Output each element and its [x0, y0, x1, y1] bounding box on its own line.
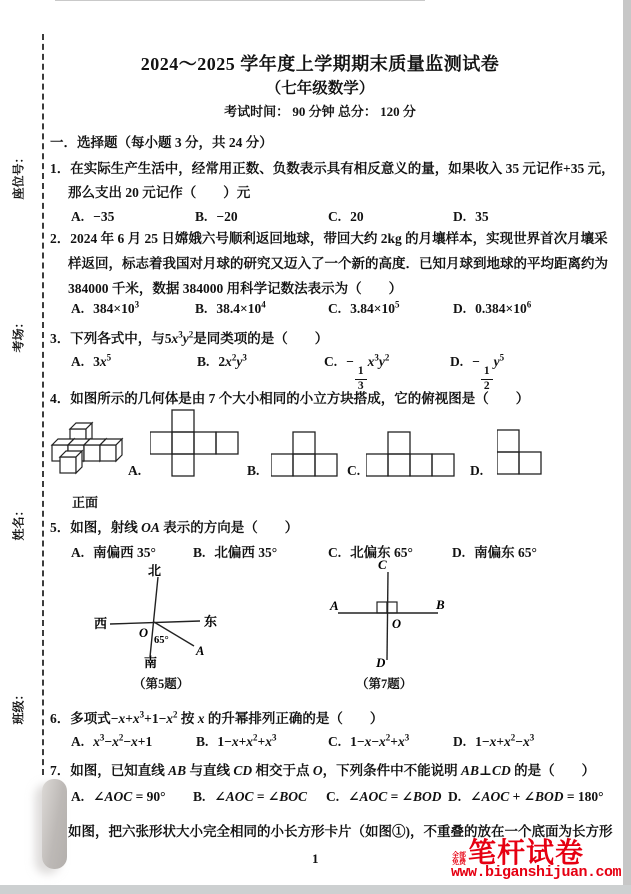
- q1-option-a: A. −35: [71, 209, 115, 224]
- q4-view-a: [150, 409, 240, 478]
- q1-line1: 1．在实际生产生活中，经常用正数、负数表示具有相反意义的量，如果收入 35 元记作+35 元，: [50, 161, 615, 176]
- q3-line: 3．下列各式中，与$5x^3y^2$是同类项的是（ ）: [50, 329, 329, 346]
- q2-option-c: C. $3.84\times 10^5$: [328, 299, 400, 316]
- q4-figure-label-b: B.: [247, 463, 260, 478]
- q6-option-b: B. $1-x+x^2+x^3$: [196, 732, 277, 749]
- q5-option-d: D. 南偏东 65°: [452, 545, 537, 560]
- q7-option-a: A. ∠AOC = 90°: [71, 789, 166, 804]
- q7-line: 7．如图，已知直线 AB 与直线 CD 相交于点 O，下列条件中不能说明 AB⊥CD 的是（ ）: [50, 763, 596, 778]
- page-subtitle: （七年级数学）: [265, 80, 375, 97]
- q2-line2: 样返回，标志着我国对月球的研究又迈入了一个新的高度．已知月球到地球的平均距离约为: [68, 256, 608, 271]
- point-a-label: A: [330, 598, 339, 613]
- point-c-label: C: [378, 557, 387, 572]
- scan-right-edge: [623, 0, 631, 894]
- q4-view-b: [271, 431, 339, 478]
- q4-line: 4．如图所示的几何体是由 7 个大小相同的小立方块搭成，它的俯视图是（ ）: [50, 391, 530, 406]
- q3-option-a: A. $3x^5$: [71, 352, 112, 369]
- page-number: 1: [312, 851, 319, 866]
- fraction: $\frac{1}{2}$: [481, 366, 493, 392]
- q7-lines-figure: [326, 556, 456, 668]
- page-title: 2024～2025 学年度上学期期末质量监测试卷: [140, 54, 500, 74]
- seal-label-name: 姓名：: [11, 504, 26, 541]
- east-label: 东: [204, 614, 218, 629]
- q1-line2: 那么支出 20 元记作（ ）元: [68, 185, 251, 200]
- q2-option-b: B. $38.4\times 10^4$: [195, 299, 266, 316]
- origin-label: O: [392, 617, 402, 631]
- q6-option-d: D. $1-x+x^2-x^3$: [453, 732, 535, 749]
- q1-option-b: B. −20: [195, 209, 238, 224]
- q5-option-b: B. 北偏西 35°: [193, 545, 278, 560]
- q3-option-b: B. $2x^2y^3$: [197, 352, 247, 369]
- q4-figure-label-d: D.: [470, 463, 484, 478]
- q2-option-a: A. $384\times 10^3$: [71, 299, 140, 316]
- q1-option-c: C. 20: [328, 209, 364, 224]
- q7-option-c: C. ∠AOC = ∠BOD: [326, 789, 442, 804]
- q5-line: 5．如图，射线 OA 表示的方向是（ ）: [50, 520, 299, 535]
- west-label: 西: [94, 616, 108, 631]
- q1-option-d: D. 35: [453, 209, 489, 224]
- point-b-label: B: [436, 597, 445, 612]
- q4-figure-label-c: C.: [347, 463, 361, 478]
- q2-option-d: D. $0.384\times 10^6$: [453, 299, 532, 316]
- q2-line1: 2．2024 年 6 月 25 日嫦娥六号顺利返回地球，带回大约 2kg 的月壤样本，实现世界首次月壤采: [50, 231, 608, 246]
- watermark-url: www.biganshijuan.com: [451, 864, 622, 881]
- point-d-label: D: [376, 655, 386, 668]
- seal-dashed-line: [42, 34, 44, 775]
- watermark-brand: 笔杆试卷: [468, 837, 585, 868]
- q7-option-d: D. ∠AOC + ∠BOD = 180°: [448, 789, 604, 804]
- figure5-caption: （第5题）: [133, 677, 190, 691]
- q4-view-c: [366, 431, 456, 478]
- q2-line3: 384000 千米，数据 384000 用科学记数法表示为（ ）: [68, 281, 403, 296]
- q8-continuation-line: 如图，把六张形状大小完全相同的小长方形卡片（如图①)，不重叠的放在一个底面为长方形: [68, 824, 613, 839]
- south-label: 南: [144, 655, 158, 670]
- figure7-caption: （第7题）: [356, 677, 413, 691]
- north-label: 北: [148, 563, 162, 578]
- seal-label-class: 班级：: [11, 688, 26, 725]
- q5-option-a: A. 南偏西 35°: [71, 545, 156, 560]
- front-view-label: 正面: [72, 495, 99, 510]
- q3-option-d: D. − $\frac{1}{2}$ $y^5$: [450, 352, 505, 392]
- q5-compass-figure: [80, 563, 230, 673]
- q6-option-c: C. $1-x-x^2+x^3$: [328, 732, 410, 749]
- scan-top-edge: [55, 0, 425, 1]
- origin-label: O: [139, 626, 149, 640]
- q4-view-d: [497, 429, 543, 476]
- section1-heading: 一．选择题（每小题 3 分，共 24 分）: [50, 135, 273, 150]
- q4-solid-figure: [44, 419, 130, 477]
- q5-option-c: C. 北偏东 65°: [328, 545, 413, 560]
- q6-option-a: A. $x^3-x^2-x+1$: [71, 732, 153, 749]
- seal-label-room: 考场：: [11, 316, 26, 353]
- scan-artifact-blob: [42, 779, 67, 869]
- seal-label-seat: 座位号：: [11, 151, 26, 200]
- q4-figure-label-a: A.: [128, 463, 142, 478]
- q7-option-b: B. ∠AOC = ∠BOC: [193, 789, 307, 804]
- q6-line: 6．多项式$-x+x^3+1-x^2$ 按 x 的升幂排列正确的是（ ）: [50, 709, 384, 726]
- q3-option-c: C. − $\frac{1}{3}$ $x^3y^2$: [324, 352, 390, 392]
- angle-label: 65°: [154, 635, 169, 646]
- fraction: $\frac{1}{3}$: [355, 366, 367, 392]
- exam-info: 考试时间： 90 分钟 总分： 120 分: [224, 104, 416, 119]
- point-a-label: A: [196, 644, 205, 658]
- scan-bottom-edge: [0, 885, 631, 894]
- watermark-badge: 全部免费: [452, 852, 466, 866]
